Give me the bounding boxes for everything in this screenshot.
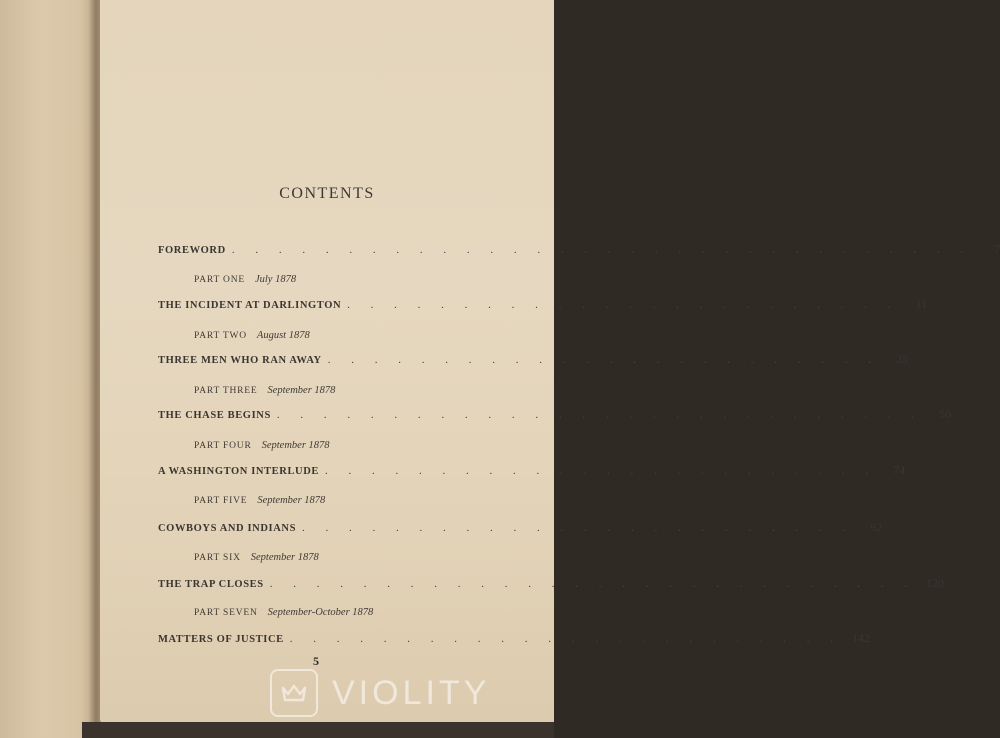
part-date: September 1878 bbox=[257, 495, 326, 506]
toc-entry-page: 50 bbox=[939, 407, 952, 421]
crown-logo-icon bbox=[270, 669, 318, 717]
toc-entry-title: THE INCIDENT AT DARLINGTON bbox=[158, 300, 342, 311]
watermark bbox=[270, 668, 540, 718]
toc-entry-page: 25 bbox=[895, 352, 908, 366]
part-date: August 1878 bbox=[256, 330, 310, 341]
toc-entry-page: 120 bbox=[925, 576, 944, 590]
toc-entry-title: COWBOYS AND INDIANS bbox=[158, 523, 297, 534]
part-heading-three bbox=[194, 385, 335, 401]
toc-entry-title: THREE MEN WHO RAN AWAY bbox=[158, 355, 322, 366]
toc-entry-page: 11 bbox=[915, 297, 928, 311]
crown-icon bbox=[280, 682, 308, 704]
part-date: September 1878 bbox=[267, 385, 336, 396]
toc-entry-cowboys bbox=[158, 520, 883, 538]
toc-entry-title: MATTERS OF JUSTICE bbox=[158, 634, 284, 645]
part-heading-seven bbox=[194, 607, 373, 623]
part-label: PART FOUR bbox=[194, 441, 252, 451]
part-label: PART THREE bbox=[194, 386, 258, 396]
leader-dots: . . . . . . . . . . . . . . . . . . . . . . . . . . . . bbox=[276, 409, 924, 421]
leader-dots: . . . . . . . . . . . . . . . . . . . . . . . . bbox=[347, 299, 900, 311]
part-heading-two bbox=[194, 330, 310, 346]
toc-entry-title: THE TRAP CLOSES bbox=[158, 579, 264, 590]
page-number: 5 bbox=[313, 654, 319, 668]
leader-dots: . . . . . . . . . . . . . . . . . . . . . . . . . . . . bbox=[269, 578, 916, 590]
leader-dots: . . . . . . . . . . . . . . . . . . . . . . . . bbox=[327, 354, 880, 366]
part-date: July 1878 bbox=[254, 274, 297, 285]
toc-entry-page: 74 bbox=[893, 463, 906, 477]
part-heading-six bbox=[194, 552, 319, 568]
leader-dots: . . . . . . . . . . . . . . . . . . . . . . . . bbox=[289, 633, 842, 645]
toc-entry-justice bbox=[158, 631, 870, 649]
part-date: September 1878 bbox=[250, 552, 319, 563]
part-heading-four bbox=[194, 440, 330, 456]
part-heading-one bbox=[194, 274, 296, 290]
toc-entry-foreword bbox=[158, 242, 1000, 260]
part-label: PART TWO bbox=[194, 331, 247, 341]
part-label: PART SIX bbox=[194, 553, 241, 563]
leader-dots: . . . . . . . . . . . . . . . . . . . . . . . . bbox=[325, 465, 878, 477]
toc-entry-chase bbox=[158, 407, 952, 425]
part-label: PART ONE bbox=[194, 275, 245, 285]
toc-entry-incident bbox=[158, 297, 928, 315]
part-label: PART SEVEN bbox=[194, 608, 258, 618]
toc-entry-three-men bbox=[158, 352, 908, 370]
part-heading-five bbox=[194, 495, 325, 511]
leader-dots: . . . . . . . . . . . . . . . . . . . . . . . . bbox=[302, 522, 855, 534]
toc-entry-title: THE CHASE BEGINS bbox=[158, 410, 271, 421]
toc-entry-page: 142 bbox=[852, 631, 870, 645]
toc-entry-page: 7 bbox=[994, 242, 1000, 256]
toc-entry-washington bbox=[158, 463, 906, 481]
table-surface bbox=[82, 722, 554, 738]
toc-entry-trap bbox=[158, 576, 944, 594]
part-date: September-October 1878 bbox=[267, 607, 374, 618]
watermark-text: VIOLITY bbox=[332, 673, 491, 712]
leader-dots: . . . . . . . . . . . . . . . . . . . . . . . . . . . . . . . . bbox=[231, 244, 973, 256]
toc-entry-title: A WASHINGTON INTERLUDE bbox=[158, 466, 320, 477]
part-label: PART FIVE bbox=[194, 496, 248, 506]
contents-heading: CONTENTS bbox=[279, 185, 375, 202]
left-page bbox=[0, 0, 100, 738]
toc-entry-title: FOREWORD bbox=[158, 245, 226, 256]
toc-entry-page: 92 bbox=[870, 520, 883, 534]
part-date: September 1878 bbox=[261, 440, 330, 451]
